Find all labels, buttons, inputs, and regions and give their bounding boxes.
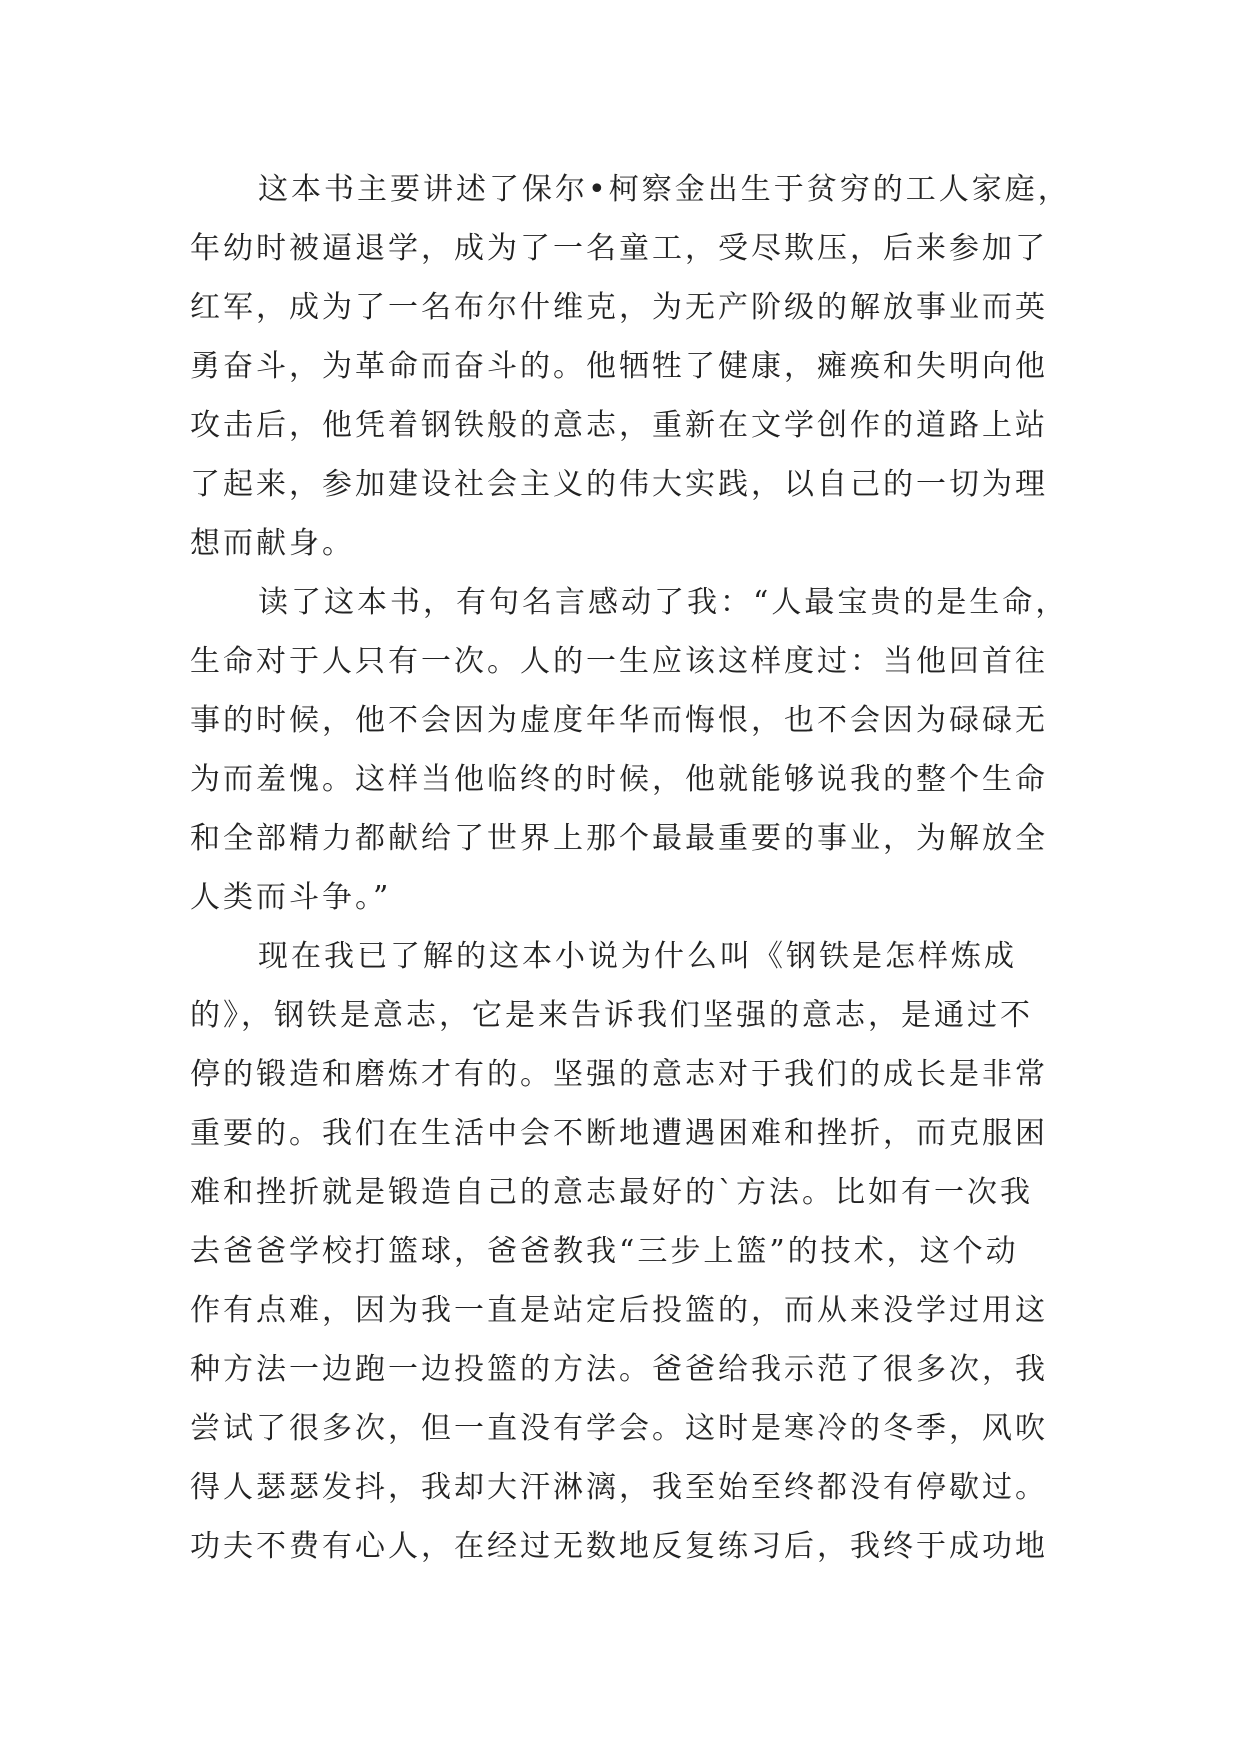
- text-line: 生命对于人只有一次。人的一生应该这样度过：当他回首往: [190, 644, 1048, 679]
- text-line: 攻击后，他凭着钢铁般的意志，重新在文学创作的道路上站: [190, 408, 1048, 443]
- text-line: 得人瑟瑟发抖，我却大汗淋漓，我至始至终都没有停歇过。: [190, 1470, 1048, 1505]
- text-line: 想而献身。: [190, 526, 355, 561]
- text-line: 现在我已了解的这本小说为什么叫《钢铁是怎样炼成: [258, 939, 1017, 974]
- text-line: 种方法一边跑一边投篮的方法。爸爸给我示范了很多次，我: [190, 1352, 1048, 1387]
- paragraph-3: [190, 927, 1090, 1576]
- text-line: 为而羞愧。这样当他临终的时候，他就能够说我的整个生命: [190, 762, 1048, 797]
- text-line: 难和挫折就是锻造自己的意志最好的`方法。比如有一次我: [190, 1175, 1033, 1210]
- text-line: 重要的。我们在生活中会不断地遭遇困难和挫折，而克服困: [190, 1116, 1048, 1151]
- text-line: 去爸爸学校打篮球，爸爸教我“三步上篮”的技术，这个动: [190, 1234, 1019, 1269]
- text-line: 事的时候，他不会因为虚度年华而悔恨，也不会因为碌碌无: [190, 703, 1048, 738]
- text-line: 人类而斗争。”: [190, 880, 392, 915]
- text-line: 停的锻造和磨炼才有的。坚强的意志对于我们的成长是非常: [190, 1057, 1048, 1092]
- text-line: 作有点难，因为我一直是站定后投篮的，而从来没学过用这: [190, 1293, 1048, 1328]
- text-line: 红军，成为了一名布尔什维克，为无产阶级的解放事业而英: [190, 290, 1048, 325]
- text-line: 功夫不费有心人，在经过无数地反复练习后，我终于成功地: [190, 1529, 1048, 1564]
- text-line: 的》，钢铁是意志，它是来告诉我们坚强的意志，是通过不: [190, 998, 1033, 1033]
- text-line: 这本书主要讲述了保尔•柯察金出生于贫穷的工人家庭，: [258, 172, 1071, 207]
- text-line: 读了这本书，有句名言感动了我：“人最宝贵的是生命，: [258, 585, 1069, 620]
- text-line: 了起来，参加建设社会主义的伟大实践，以自己的一切为理: [190, 467, 1048, 502]
- text-line: 尝试了很多次，但一直没有学会。这时是寒冷的冬季，风吹: [190, 1411, 1048, 1446]
- body-text: [190, 160, 1090, 1576]
- text-line: 和全部精力都献给了世界上那个最最重要的事业，为解放全: [190, 821, 1048, 856]
- paragraph-1: [190, 160, 1090, 573]
- text-line: 年幼时被逼退学，成为了一名童工，受尽欺压，后来参加了: [190, 231, 1048, 266]
- paragraph-2: [190, 573, 1090, 927]
- text-line: 勇奋斗，为革命而奋斗的。他牺牲了健康，瘫痪和失明向他: [190, 349, 1048, 384]
